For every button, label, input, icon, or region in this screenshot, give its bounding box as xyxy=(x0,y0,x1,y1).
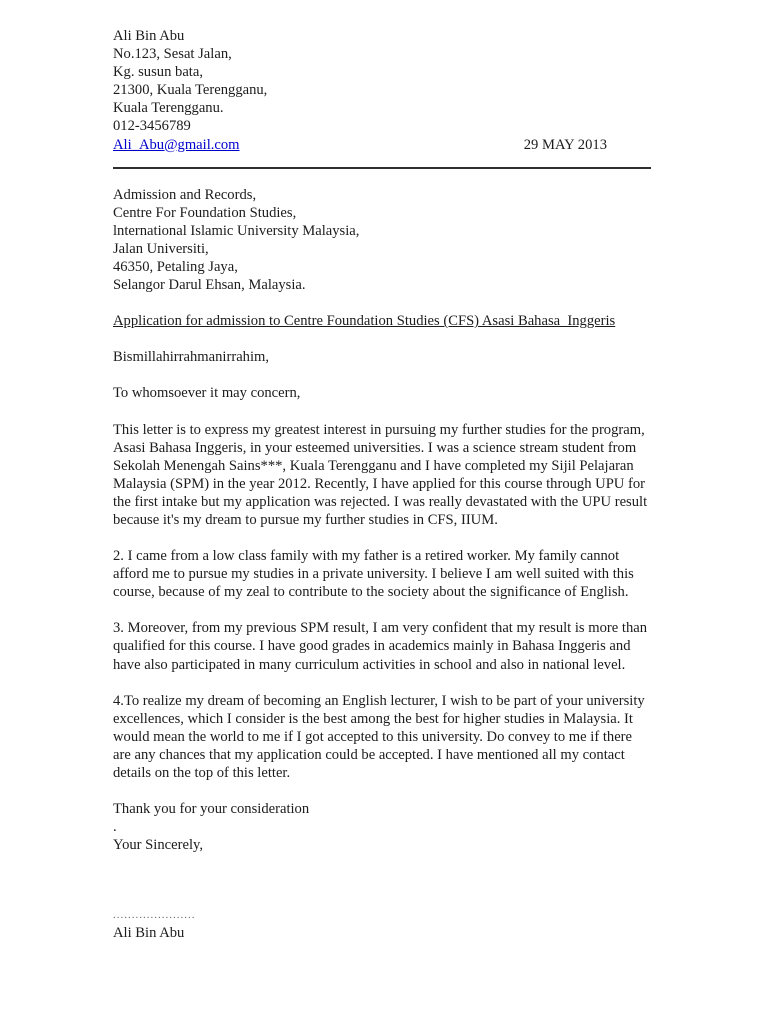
recipient-line: Centre For Foundation Studies, xyxy=(113,204,297,221)
letter-date: 29 MAY 2013 xyxy=(523,136,607,153)
recipient-line: 46350, Petaling Jaya, xyxy=(113,259,238,276)
sender-address-line: Kuala Terengganu. xyxy=(113,100,224,117)
sender-address-line: Kg. susun bata, xyxy=(113,64,203,81)
sender-address-line: 21300, Kuala Terengganu, xyxy=(113,82,268,99)
sender-address-line: No.123, Sesat Jalan, xyxy=(113,46,232,63)
signoff-line: Your Sincerely, xyxy=(113,837,203,854)
subject-line: Application for admission to Centre Foundation Studies (CFS) Asasi Bahasa Inggeris xyxy=(113,313,616,330)
body-paragraph-1: This letter is to express my greatest interest in pursuing my further studies for the program, Asasi Bahasa Inggeris, in your esteemed universities. I was a science stream student from Sekolah Menengah Sains***, Kuala Terengganu and I have completed my Sijil Pelajaran Malaysia (SPM) in the year 2012. Recently, I have applied for this course through UPU for the first intake but my application was rejected. I was really devastated with the UPU result because it's my dream to pursue my further studies in CFS, IIUM. xyxy=(113,421,648,528)
body-paragraph-3: 3. Moreover, from my previous SPM result, I am very confident that my result is more than qualified for this course. I have good grades in academics mainly in Bahasa Inggeris and have also participated in many curriculum activities in school and also in national level. xyxy=(113,620,648,673)
header-divider xyxy=(113,167,651,169)
signature-space xyxy=(113,854,651,906)
email-date-row xyxy=(113,136,651,154)
recipient-line: Selangor Darul Ehsan, Malaysia. xyxy=(113,277,306,294)
recipient-address-block xyxy=(113,186,651,295)
letter-content xyxy=(113,27,651,943)
salutation-line: To whomsoever it may concern, xyxy=(113,385,301,402)
sender-name: Ali Bin Abu xyxy=(113,28,185,44)
sender-phone: 012-3456789 xyxy=(113,118,191,135)
recipient-line: Admission and Records, xyxy=(113,186,257,203)
bismillah-line: Bismillahirrahmanirrahim, xyxy=(113,349,270,366)
stray-dot-line: . xyxy=(113,819,117,836)
thanks-line: Thank you for your consideration xyxy=(113,801,310,818)
signature-dotted-line: ...................... xyxy=(113,909,196,922)
recipient-line: Jalan Universiti, xyxy=(113,240,209,257)
body-paragraph-2: 2. I came from a low class family with my father is a retired worker. My family cannot afford me to pursue my studies in a private university. I believe I am well suited with this course, because of my zeal to contribute to the society about the significance of English. xyxy=(113,548,634,601)
sender-email-link[interactable]: Ali_Abu@gmail.com xyxy=(113,136,240,153)
signature-name: Ali Bin Abu xyxy=(113,925,185,942)
recipient-line: lnternational Islamic University Malaysia, xyxy=(113,222,360,239)
body-paragraph-4: 4.To realize my dream of becoming an English lecturer, I wish to be part of your university excellences, which I consider is the best among the best for higher studies in Malaysia. It would mean the world to me if I got accepted to this university. Do convey to me if there are any chances that my application could be accepted. I have mentioned all my contact details on the top of this letter. xyxy=(113,692,645,781)
sender-address-block xyxy=(113,27,651,154)
